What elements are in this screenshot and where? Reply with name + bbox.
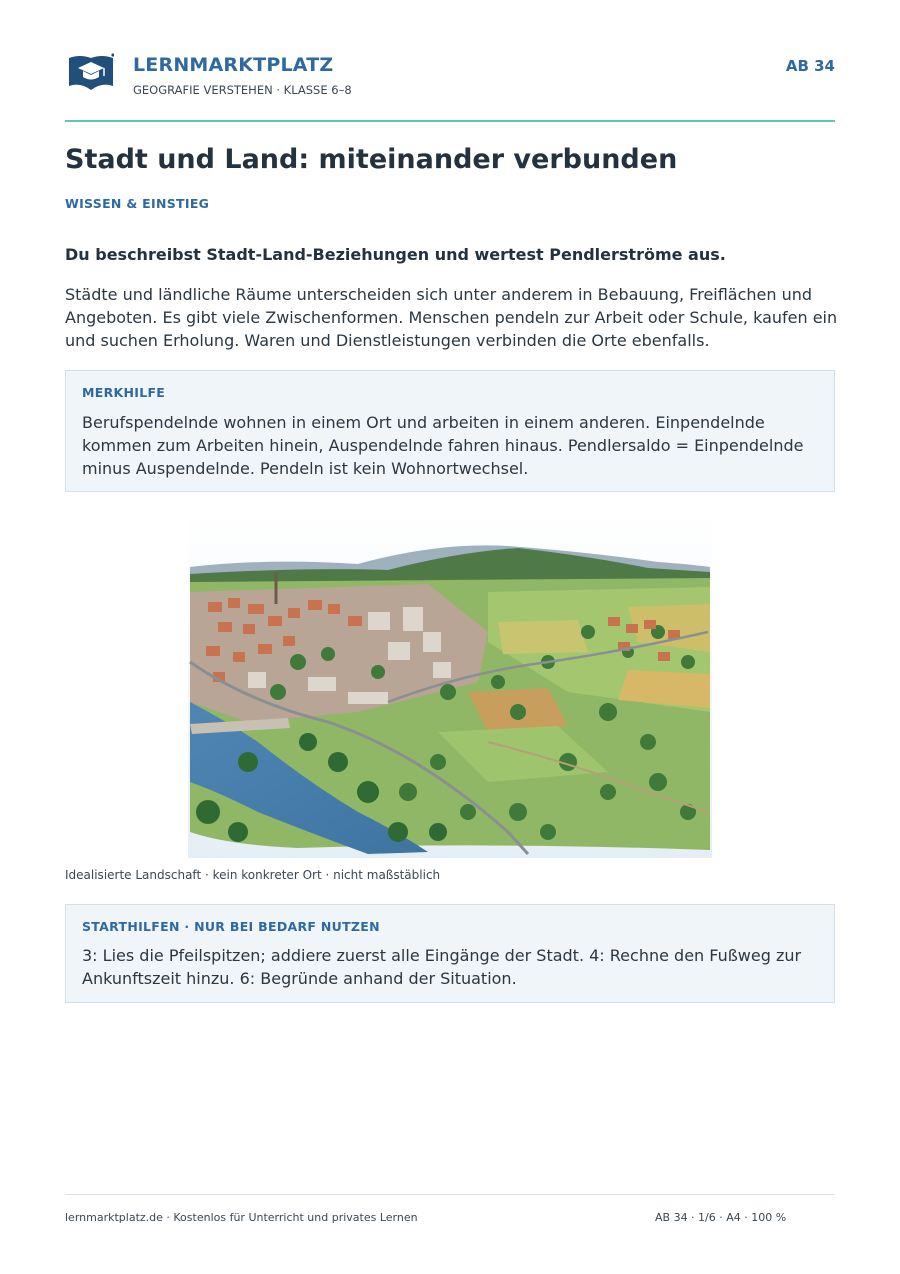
- graduation-cap-book-icon: [68, 52, 114, 92]
- learning-goal: Du beschreibst Stadt-Land-Beziehungen und wertest Pendlerströme aus.: [65, 245, 726, 264]
- merkhilfe-box: [65, 370, 835, 492]
- section-label: WISSEN & EINSTIEG: [65, 196, 210, 211]
- merkhilfe-title: MERKHILFE: [82, 385, 166, 400]
- merkhilfe-text: Berufspendelnde wohnen in einem Ort und arbeiten in einem anderen. Einpendelnde kommen zum Arbeiten hinein, Auspendelnde fahren hinaus. Pendlersaldo = Einpendelnde minus Auspendelnde. Pendeln ist kein Wohnortwechsel.: [82, 413, 804, 478]
- header-divider: [65, 120, 835, 122]
- footer-site: lernmarktplatz.de · Kostenlos für Unterricht und privates Lernen: [65, 1211, 418, 1224]
- sheet-id: AB 34: [785, 57, 835, 75]
- page-header: [65, 50, 835, 102]
- footer-divider: [65, 1194, 835, 1195]
- brand-subtitle: GEOGRAFIE VERSTEHEN · KLASSE 6–8: [133, 83, 352, 97]
- intro-paragraph: Städte und ländliche Räume unterscheiden sich unter anderem in Bebauung, Freiflächen und Angeboten. Es gibt viele Zwischenformen. Menschen pendeln zur Arbeit oder Schule, kaufen ein und suchen Erholung. Waren und Dienstleistungen verbinden die Orte ebenfalls.: [65, 285, 838, 350]
- brand-name: LERNMARKTPLATZ: [133, 54, 334, 76]
- landscape-illustration: [188, 512, 712, 858]
- starthilfen-box: [65, 904, 835, 1003]
- starthilfen-text: 3: Lies die Pfeilspitzen; addiere zuerst alle Eingänge der Stadt. 4: Rechne den Fußweg zur Ankunftszeit hinzu. 6: Begründe anhand der Situation.: [82, 946, 802, 988]
- starthilfen-title: STARTHILFEN · NUR BEI BEDARF NUTZEN: [82, 919, 380, 934]
- figure-caption: Idealisierte Landschaft · kein konkreter Ort · nicht maßstäblich: [65, 868, 441, 882]
- page-title: Stadt und Land: miteinander verbunden: [65, 144, 678, 175]
- footer-page-info: AB 34 · 1/6 · A4 · 100 %: [655, 1211, 787, 1224]
